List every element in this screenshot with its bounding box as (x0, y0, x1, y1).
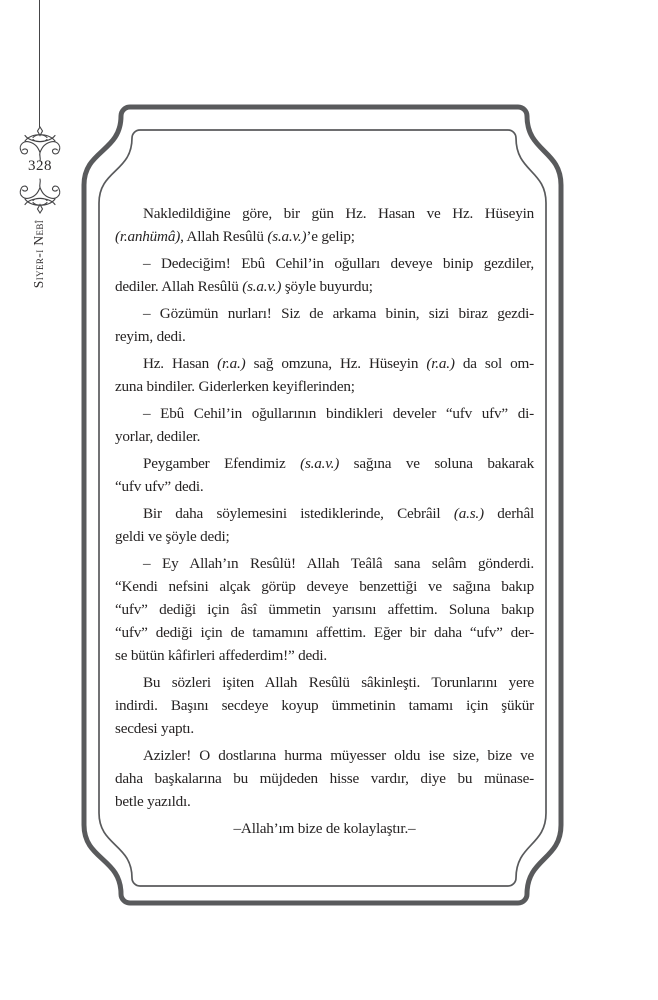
paragraph (115, 352, 534, 398)
text-line: daha başkalarına bu müjdeden hisse vardır, diye bu münase- (115, 770, 534, 787)
text-line: Nakledildiğine göre, bir gün Hz. Hasan ve Hz. Hüseyin (143, 205, 534, 222)
paragraph (115, 202, 534, 248)
text-line: Azizler! O dostlarına hurma müyesser oldu ise size, bize ve (143, 747, 534, 764)
paragraph (115, 402, 534, 448)
text-line: yorlar, dediler. (115, 428, 201, 445)
text-line: (r.anhümâ), Allah Resûlü (s.a.v.)’e gelip; (115, 228, 355, 245)
paragraph (115, 302, 534, 348)
text-line: geldi ve şöyle dedi; (115, 528, 230, 545)
text-line: se bütün kâfirleri affederdim!” dedi. (115, 647, 328, 664)
text-line: “ufv” dediği için de tamamını affettim. Eğer bir daha “ufv” der- (115, 624, 534, 641)
text-line: – Dedeciğim! Ebû Cehil’in oğulları deveye binip gezdiler, (143, 255, 534, 272)
text-line: “ufv” dediği için âsî ümmetin yarısını affettim. Soluna bakıp (115, 601, 534, 618)
text-line: “ufv ufv” dedi. (115, 478, 204, 495)
paragraph (115, 671, 534, 740)
text-line: – Ey Allah’ın Resûlü! Allah Teâlâ sana selâm gönderdi. (143, 555, 534, 572)
text-block (115, 202, 534, 840)
text-line: zuna bindiler. Giderlerken keyiflerinden; (115, 378, 355, 395)
text-line: Peygamber Efendimiz (s.a.v.) sağına ve soluna bakarak (143, 455, 534, 472)
text-line: “Kendi nefsini alçak görüp deveye benzettiği ve sağına bakıp (115, 578, 534, 595)
paragraph (115, 552, 534, 667)
paragraphs (115, 202, 534, 813)
text-line: Bu sözleri işiten Allah Resûlü sâkinleşti. Torunlarını yere (143, 674, 534, 691)
text-line: dediler. Allah Resûlü (s.a.v.) şöyle buyurdu; (115, 278, 373, 295)
text-line: betle yazıldı. (115, 793, 191, 810)
text-line: indirdi. Başını secdeye koyup ümmetinin tamamı için şükür (115, 697, 534, 714)
side-book-title-text: Siyer-i Nebî (31, 219, 46, 289)
paragraph (115, 252, 534, 298)
text-line: Bir daha söylemesini istediklerinde, Cebrâil (a.s.) derhâl (143, 505, 535, 522)
closing-line: –Allah’ım bize de kolaylaştır.– (233, 820, 416, 837)
paragraph (115, 452, 534, 498)
text-line: Hz. Hasan (r.a.) sağ omzuna, Hz. Hüseyin (r.a.) da sol om- (143, 355, 535, 372)
text-line: – Ebû Cehil’in oğullarının bindikleri develer “ufv ufv” di- (143, 405, 534, 422)
text-line: secdesi yaptı. (115, 720, 195, 737)
paragraph (115, 502, 534, 548)
text-line: – Gözümün nurları! Siz de arkama binin, sizi biraz gezdi- (143, 305, 534, 322)
text-line: reyim, dedi. (115, 328, 186, 345)
paragraph (115, 744, 534, 813)
page-number: 328 (28, 158, 52, 174)
